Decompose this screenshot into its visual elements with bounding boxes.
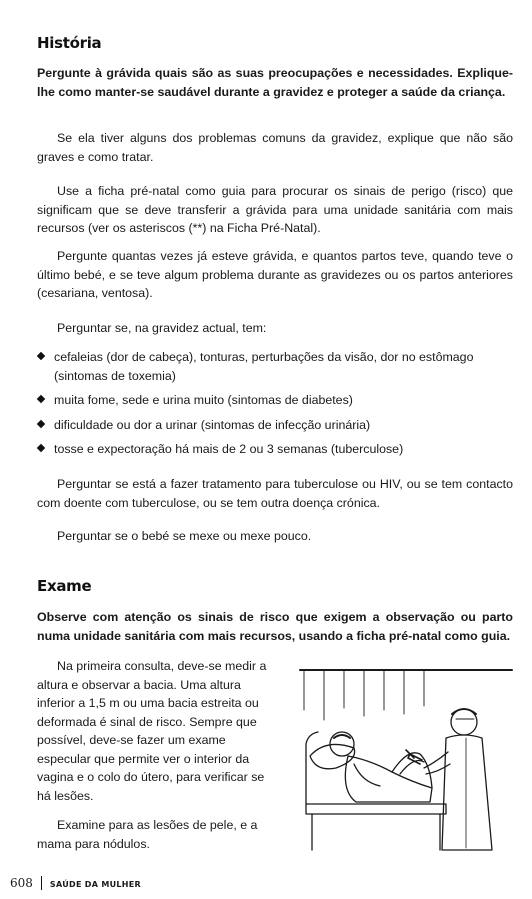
bullet-diamond-icon xyxy=(37,419,45,427)
list-item: cefaleias (dor de cabeça), tonturas, perturbações da visão, dor no estômago (sintomas de toxemia) xyxy=(37,348,513,385)
exame-intro: Observe com atenção os sinais de risco que exigem a observação ou parto numa unidade sanitária com mais recursos, usando a ficha pré-natal como guia. xyxy=(37,610,513,643)
section-heading-historia: História xyxy=(37,34,102,52)
historia-paragraph-2: Use a ficha pré-natal como guia para procurar os sinais de perigo (risco) que significam que se deve transferir a grávida para uma unidade sanitária com mais recursos (ver os asteriscos (**) na Ficha Pré-Natal). xyxy=(37,184,513,235)
footer-divider xyxy=(41,876,42,890)
exame-paragraph-1: Na primeira consulta, deve-se medir a altura e observar a bacia. Uma altura inferior a 1,5 m ou uma bacia estreita ou deformada é sinal de risco. Sempre que possível, deve-se fazer um exame especular que permite ver o interior da vagina e o colo do útero, para verificar se há lesões. xyxy=(37,659,267,803)
exam-illustration xyxy=(296,664,516,854)
bullet-diamond-icon xyxy=(37,395,45,403)
historia-paragraph-4: Perguntar se, na gravidez actual, tem: xyxy=(57,321,267,335)
page-footer xyxy=(10,876,141,890)
historia-paragraph-6: Perguntar se o bebé se mexe ou mexe pouco. xyxy=(57,529,312,543)
bullet-diamond-icon xyxy=(37,444,45,452)
list-item: dificuldade ou dor a urinar (sintomas de infecção urinária) xyxy=(37,416,513,435)
historia-paragraph-5: Perguntar se está a fazer tratamento para tuberculose ou HIV, ou se tem contacto com doente com tuberculose, ou se tem outra doença crónica. xyxy=(37,477,513,510)
list-item: muita fome, sede e urina muito (sintomas de diabetes) xyxy=(37,391,513,410)
section-heading-exame: Exame xyxy=(37,577,92,595)
historia-intro: Pergunte à grávida quais são as suas preocupações e necessidades. Explique-lhe como manter-se saudável durante a gravidez e proteger a saúde da criança. xyxy=(37,66,513,99)
symptom-list xyxy=(37,348,513,465)
bullet-diamond-icon xyxy=(37,352,45,360)
historia-paragraph-1: Se ela tiver alguns dos problemas comuns da gravidez, explique que não são graves e como tratar. xyxy=(37,131,513,164)
historia-paragraph-3: Pergunte quantas vezes já esteve grávida, e quantos partos teve, quando teve o último bebé, e se teve algum problema durante as gravidezes ou os partos anteriores (cesariana, ventosa). xyxy=(37,249,513,300)
list-item: tosse e expectoração há mais de 2 ou 3 semanas (tuberculose) xyxy=(37,440,513,459)
page-number: 608 xyxy=(10,876,33,890)
book-title: SAÚDE DA MULHER xyxy=(49,880,141,889)
exame-paragraph-2: Examine para as lesões de pele, e a mama para nódulos. xyxy=(37,818,258,851)
